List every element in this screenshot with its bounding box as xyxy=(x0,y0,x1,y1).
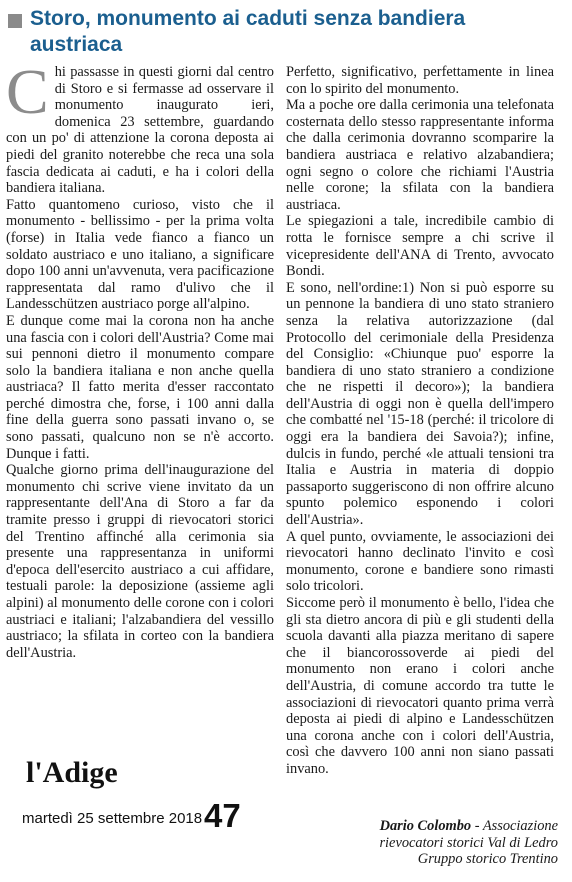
article-paragraph: E sono, nell'ordine:1) Non si può esporre su un pennone la bandiera di uno stato straniero senza la relativa autorizzazione (dal Protocollo del cerimoniale della Presidenza del Consiglio: «Chiunque puo' esporre la bandiera di uno stato straniero a condizione che ne rispetti il decoro»); la bandiera dell'Austria di oggi non è quella dell'impero che combatté nel '15-18 (perché: il tricolore di oggi era la bandiera dei Savoia?); infine, dulcis in fundo, perché «le attuali tensioni tra Italia e Austria in materia di doppio passaporto suggeriscono di non offrire alcuno spunto polemico esponendo i colori dell'Austria». xyxy=(286,279,554,529)
article-paragraph: Le spiegazioni a tale, incredibile cambio di rotta le fornisce sempre a chi scrive il vicepresidente dell'ANA di Trento, avvocato Bondi. xyxy=(286,213,554,280)
publication-date: martedì 25 settembre 2018 xyxy=(22,810,203,827)
article-paragraph: Qualche giorno prima dell'inaugurazione del monumento chi scrive viene invitato da un rappresentante dell'Ana di Storo a far da tramite presso i gruppi di rievocatori storici del Trentino affinché alla cerimonia sia presente una rappresentanza in uniformi d'epoca dell'esercito austriaco a cui affidare, testuali parole: la deposizione (assieme agli alpini) al monumento delle corone con i colori austriaci e italiani; l'alzabandiera del vessillo austriaco; la sfilata in corteo con la bandiera dell'Austria. xyxy=(6,462,274,661)
article-column-left xyxy=(6,56,274,661)
article-paragraph: Fatto quantomeno curioso, visto che il monumento - bellissimo - per la prima volta (forse) in Italia vede fianco a fianco un soldato austriaco e uno italiano, a significare dopo 100 anni un'avvenuta, vera pacificazione rappresentata dal ramo d'ulivo che il Landesschützen austriaco porge all'alpino. xyxy=(6,196,274,313)
page-number: 47 xyxy=(204,797,241,834)
drop-cap: C xyxy=(6,56,49,127)
author-affiliation-line: Gruppo storico Trentino xyxy=(417,851,558,868)
article-paragraph: Siccome però il monumento è bello, l'idea che gli sta dietro ancora di più e gli studenti della scuola davanti alla piazza meritano di sapere che il biancorossoverde ai piedi del monumento non erano i colori anche dell'Austria, di comune accordo tra tutte le associazioni di rievocatori quanto prima verrà deposta ai piedi di alpino e Landesschützen una corona anche con i colori dell'Austria, così che davvero 100 anni non siano passati invano. xyxy=(286,595,554,777)
author-name: Dario Colombo xyxy=(379,818,472,834)
author-affiliation: - Associazione xyxy=(471,818,558,834)
title-square-icon xyxy=(8,14,22,28)
article-column-right xyxy=(286,64,554,778)
author-affiliation-line: rievocatori storici Val di Ledro xyxy=(379,834,558,851)
article-paragraph: Chi passasse in questi giorni dal centro di Storo e si fermasse ad osservare il monumento inaugurato ieri, domenica 23 settembre, guardando con un po' di attenzione la corona deposta ai piedi del granito noterebbe che reca una sola fascia dedicata ai caduti, e ha i colori della bandiera italiana. xyxy=(6,56,274,197)
article-paragraph: E dunque come mai la corona non ha anche una fascia con i colori dell'Austria? Come mai sui pennoni dietro il monumento compare solo la bandiera italiana e non anche quella austriaca? Il fatto merita d'esser raccontato perché dimostra che, forse, i 100 anni dalla fine della guerra sono passati invano o, se sono passati, qualcuno non se n'è accorto. Dunque i fatti. xyxy=(6,312,274,462)
author-signature xyxy=(288,818,558,868)
article-paragraph: Ma a poche ore dalla cerimonia una telefonata costernata dello stesso rappresentante informa che dalla cerimonia dovranno scomparire la bandiera austriaca e relativo alzabandiera; ogni segno o colore che richiami l'Austria nelle corone; la sfilata con la bandiera austriaca. xyxy=(286,97,554,213)
article-paragraph: Perfetto, significativo, perfettamente in linea con lo spirito del monumento. xyxy=(286,64,554,97)
article-paragraph: A quel punto, ovviamente, le associazioni dei rievocatori hanno declinato l'invito e così monumento, corone e bandiere sono rimasti solo tricolori. xyxy=(286,528,554,595)
article-title: Storo, monumento ai caduti senza bandiera austriaca xyxy=(30,7,466,56)
newspaper-masthead: l'Adige xyxy=(26,756,118,789)
